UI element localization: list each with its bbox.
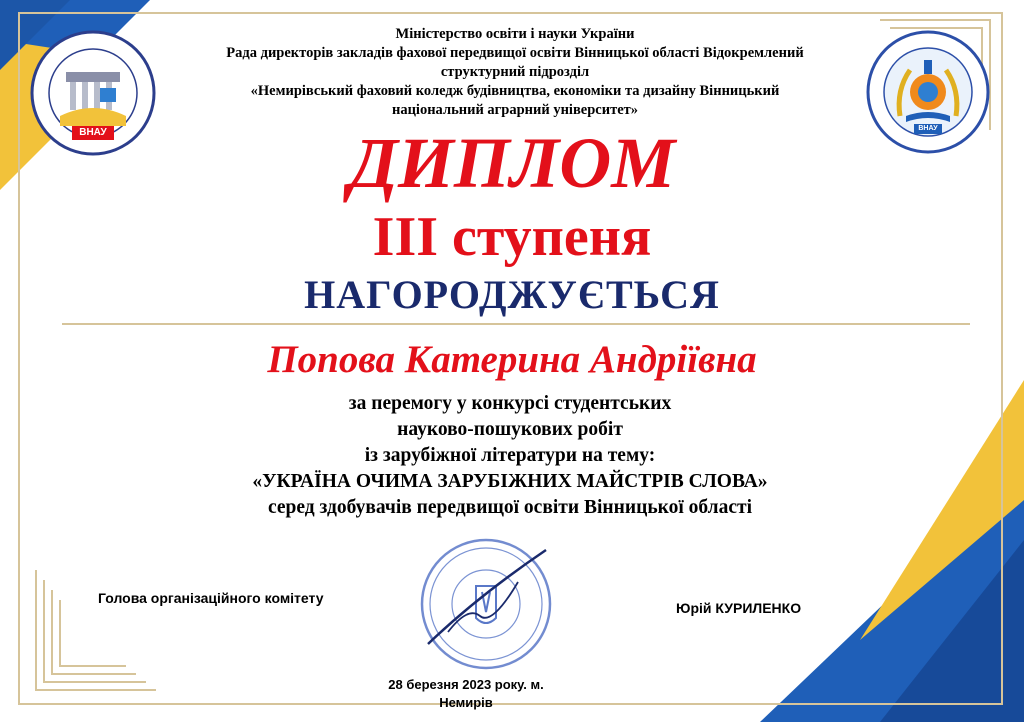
award-description xyxy=(100,391,920,521)
description-line-1: за перемогу у конкурсі студентських xyxy=(348,393,672,414)
awarded-heading: НАГОРОДЖУЄТЬСЯ xyxy=(304,272,720,317)
university-logo-text: ВНАУ xyxy=(918,125,938,132)
official-stamp-icon xyxy=(418,536,554,672)
recipient-name: Попова Катерина Андріївна xyxy=(267,338,757,381)
header-line-1: Міністерство освіти і науки України xyxy=(395,26,635,42)
diploma-degree: ІІІ ступеня xyxy=(372,206,652,268)
header-line-5: національний аграрний університет» xyxy=(391,102,639,118)
header-line-2: Рада директорів закладів фахової передвищої освіти Вінницької області Відокремлений xyxy=(226,45,804,61)
description-line-4: «УКРАЇНА ОЧИМА ЗАРУБІЖНИХ МАЙСТРІВ СЛОВА» xyxy=(252,471,768,492)
issuer-header xyxy=(170,25,860,120)
issue-date-place xyxy=(356,676,576,712)
description-line-3: із зарубіжної літератури на тему: xyxy=(364,445,656,466)
college-logo-text: ВНАУ xyxy=(79,127,107,138)
header-line-4: «Немирівський фаховий коледж будівництва, економіки та дизайну Вінницький xyxy=(250,83,780,99)
diploma-title: ДИПЛОМ xyxy=(348,123,676,203)
issue-date: 28 березня 2023 року. м. xyxy=(388,677,544,692)
issue-city: Немирів xyxy=(439,695,493,710)
divider xyxy=(62,323,970,325)
description-line-2: науково-пошукових робіт xyxy=(397,419,623,440)
signatory-position: Голова організаційного комітету xyxy=(98,590,324,606)
description-line-5: серед здобувачів передвищої освіти Вінницької області xyxy=(267,497,753,518)
header-line-3: структурний підрозділ xyxy=(440,64,590,80)
signatory-name: Юрій КУРИЛЕНКО xyxy=(676,600,802,616)
